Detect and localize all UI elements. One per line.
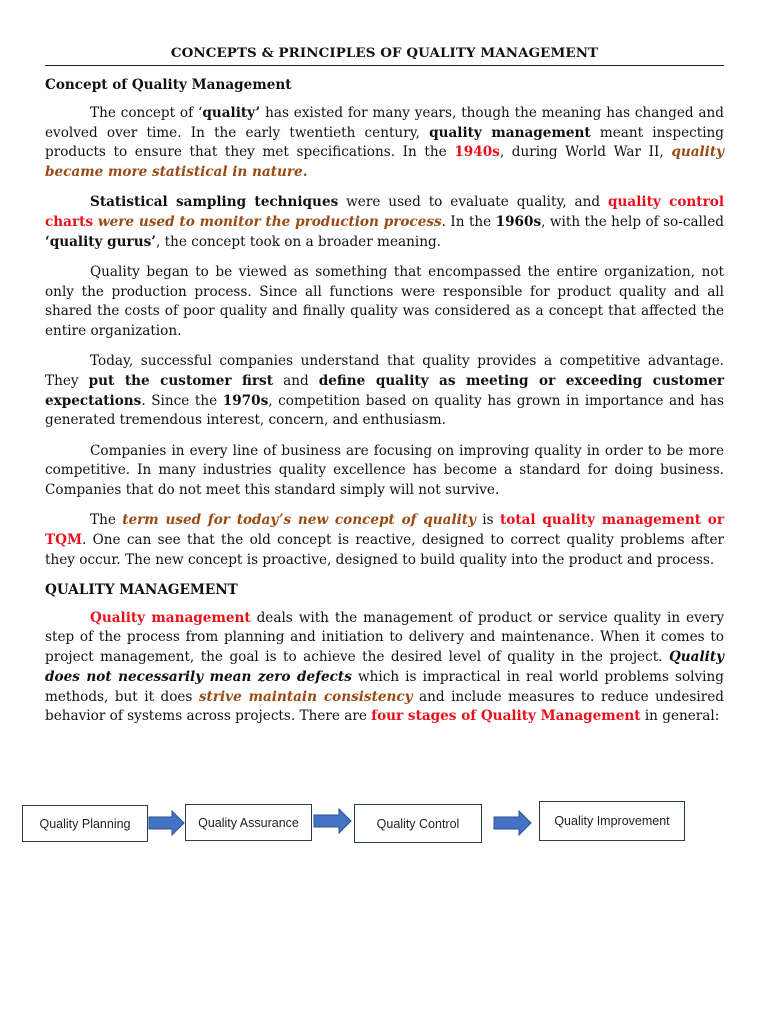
text-run: which is impractical in real world problems solving methods, but it does: [45, 668, 724, 705]
stage-box-quality-planning: Quality Planning: [22, 805, 148, 842]
text-run-bold: 1960s: [495, 214, 542, 231]
text-run: , during World War II,: [499, 144, 672, 161]
text-run-emphasis: strive maintain consistency: [198, 688, 413, 705]
text-run-emphasis: term used for today’s new concept of quality: [122, 512, 476, 529]
text-run-bold: 1970s: [222, 392, 269, 409]
text-run: , with the help of so-called: [541, 214, 724, 231]
section-heading-quality-management: QUALITY MANAGEMENT: [45, 581, 238, 598]
text-run-highlight: Quality management: [90, 609, 251, 626]
right-arrow-icon: [148, 810, 186, 836]
stage-box-quality-assurance: Quality Assurance: [185, 804, 312, 841]
stage-box-quality-control: Quality Control: [354, 804, 482, 843]
text-run-emphasis: quality became more statistical in nature.: [45, 144, 725, 181]
text-run-bold: quality’: [202, 105, 261, 121]
text-run: were used to evaluate quality, and: [338, 194, 609, 211]
paragraph-entire-organization: Quality began to be viewed as something that encompassed the entire organization, not only the production process. Since all functions were responsible for product quality and all shared the costs of poor quality and finally quality was considered as a concept that affected the entire organization.: [45, 263, 724, 340]
paragraph-statistical: [45, 193, 724, 252]
text-run: is: [475, 512, 500, 529]
text-run: . Since the: [141, 392, 223, 409]
text-run: Today, successful companies understand that quality provides a competitive advantage. They: [45, 353, 724, 389]
text-run: has existed for many years, though the meaning has changed and evolved over time. In the early twentieth century,: [45, 105, 724, 141]
text-run-highlight: 1940s: [454, 144, 500, 161]
text-run-highlight: four stages of Quality Management: [371, 708, 641, 725]
text-run: . One can see that the old concept is reactive, designed to correct quality problems after they occur. The new concept is proactive, designed to build quality into the product and process.: [45, 531, 724, 568]
paragraph-companies: Companies in every line of business are focusing on improving quality in order to be more competitive. In many industries quality excellence has become a standard for doing business. Companies that do not meet this standard simply will not survive.: [45, 442, 724, 498]
right-arrow-icon: [313, 808, 353, 834]
paragraph-quality-management: [45, 609, 724, 727]
text-run: and: [273, 372, 319, 389]
text-run-bold: define quality as meeting or exceeding customer expectations: [45, 372, 725, 409]
text-run: . In the: [441, 214, 496, 231]
paragraph-concept-intro: [45, 104, 724, 183]
right-arrow-icon: [493, 810, 533, 836]
text-run-bold: ‘quality gurus’: [45, 233, 156, 250]
stage-box-quality-improvement: Quality Improvement: [539, 801, 685, 841]
text-run: The concept of ‘: [90, 105, 203, 121]
text-run-bold: put the customer first: [88, 372, 273, 389]
section-heading-concept: Concept of Quality Management: [45, 77, 292, 93]
text-run: meant inspecting products to ensure that they met specifications. In the: [45, 124, 724, 161]
text-run: in general:: [640, 708, 720, 725]
text-run-bold: quality management: [429, 124, 591, 141]
text-run: The: [90, 512, 123, 529]
text-run: , the concept took on a broader meaning.: [156, 233, 441, 250]
text-run-bold: Statistical sampling techniques: [90, 194, 339, 211]
text-run-emphasis: were used to monitor the production process: [93, 214, 442, 231]
paragraph-tqm: [45, 511, 724, 570]
text-run: deals with the management of product or service quality in every step of the process from planning and initiation to delivery and maintenance. When it comes to project management, the goal is to achieve the desired level of quality in the project.: [45, 609, 724, 666]
paragraph-competitive-advantage: [45, 352, 724, 431]
text-run: and include measures to reduce undesired behavior of systems across projects. There are: [45, 688, 724, 725]
text-run: , competition based on quality has grown in importance and has generated tremendous interest, concern, and enthusiasm.: [45, 392, 724, 429]
text-run-highlight: total quality management or TQM: [45, 512, 724, 548]
text-run-bold-italic: Quality does not necessarily mean zero defects: [45, 649, 724, 685]
text-run-highlight: quality control charts: [45, 194, 724, 231]
page-title: CONCEPTS & PRINCIPLES OF QUALITY MANAGEMENT: [45, 44, 724, 66]
